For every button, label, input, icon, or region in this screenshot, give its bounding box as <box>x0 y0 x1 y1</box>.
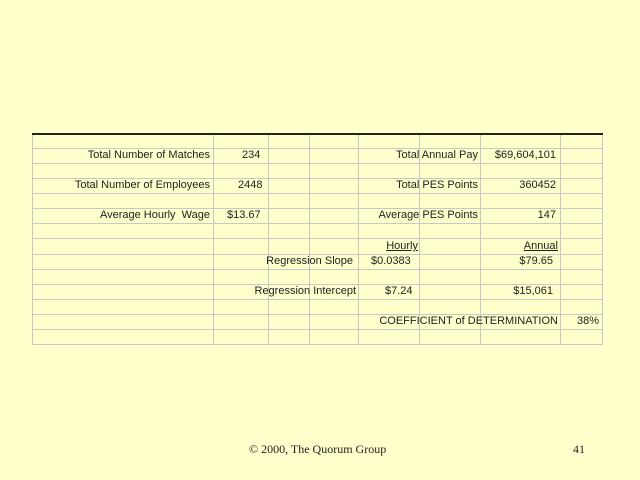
grid-line <box>32 299 603 300</box>
grid-line <box>213 135 214 345</box>
grid-line <box>32 193 603 194</box>
intercept-annual: $15,061 <box>513 285 553 297</box>
grid-line <box>309 135 310 345</box>
grid-line <box>32 344 603 345</box>
page-number: 41 <box>573 442 585 456</box>
employees-label: Total Number of Employees <box>74 179 210 191</box>
slope-hourly: $0.0383 <box>371 255 411 267</box>
copyright-footer: © 2000, The Quorum Group <box>249 442 387 456</box>
spreadsheet-table <box>32 133 603 345</box>
coefficient-value: 38% <box>576 315 599 327</box>
annual-pay-value: $69,604,101 <box>494 149 556 161</box>
coefficient-label: COEFFICIENT of DETERMINATION <box>379 315 558 327</box>
pes-points-value: 360452 <box>519 179 556 191</box>
pes-points-label: Total PES Points <box>396 179 478 191</box>
grid-line <box>32 135 33 345</box>
grid-line <box>32 269 603 270</box>
slope-label: Regression Slope <box>266 255 353 267</box>
table-top-border <box>32 133 603 135</box>
avg-wage-label: Average Hourly Wage <box>99 209 210 221</box>
intercept-label: Regression Intercept <box>254 285 356 297</box>
annual-pay-label: Total Annual Pay <box>396 149 478 161</box>
slope-annual: $79.65 <box>519 255 553 267</box>
avg-pes-value: 147 <box>537 209 556 221</box>
matches-value: 234 <box>242 149 261 161</box>
grid-line <box>602 135 603 345</box>
grid-line <box>268 135 269 345</box>
employees-value: 2448 <box>238 179 263 191</box>
grid-line <box>32 163 603 164</box>
annual-header: Annual <box>523 240 558 252</box>
matches-label: Total Number of Matches <box>87 149 210 161</box>
hourly-header: Hourly <box>386 240 418 252</box>
avg-wage-value: $13.67 <box>227 209 261 221</box>
avg-pes-label: Average PES Points <box>378 209 478 221</box>
intercept-hourly: $7.24 <box>385 285 413 297</box>
grid-line <box>32 329 603 330</box>
grid-line <box>32 223 603 224</box>
